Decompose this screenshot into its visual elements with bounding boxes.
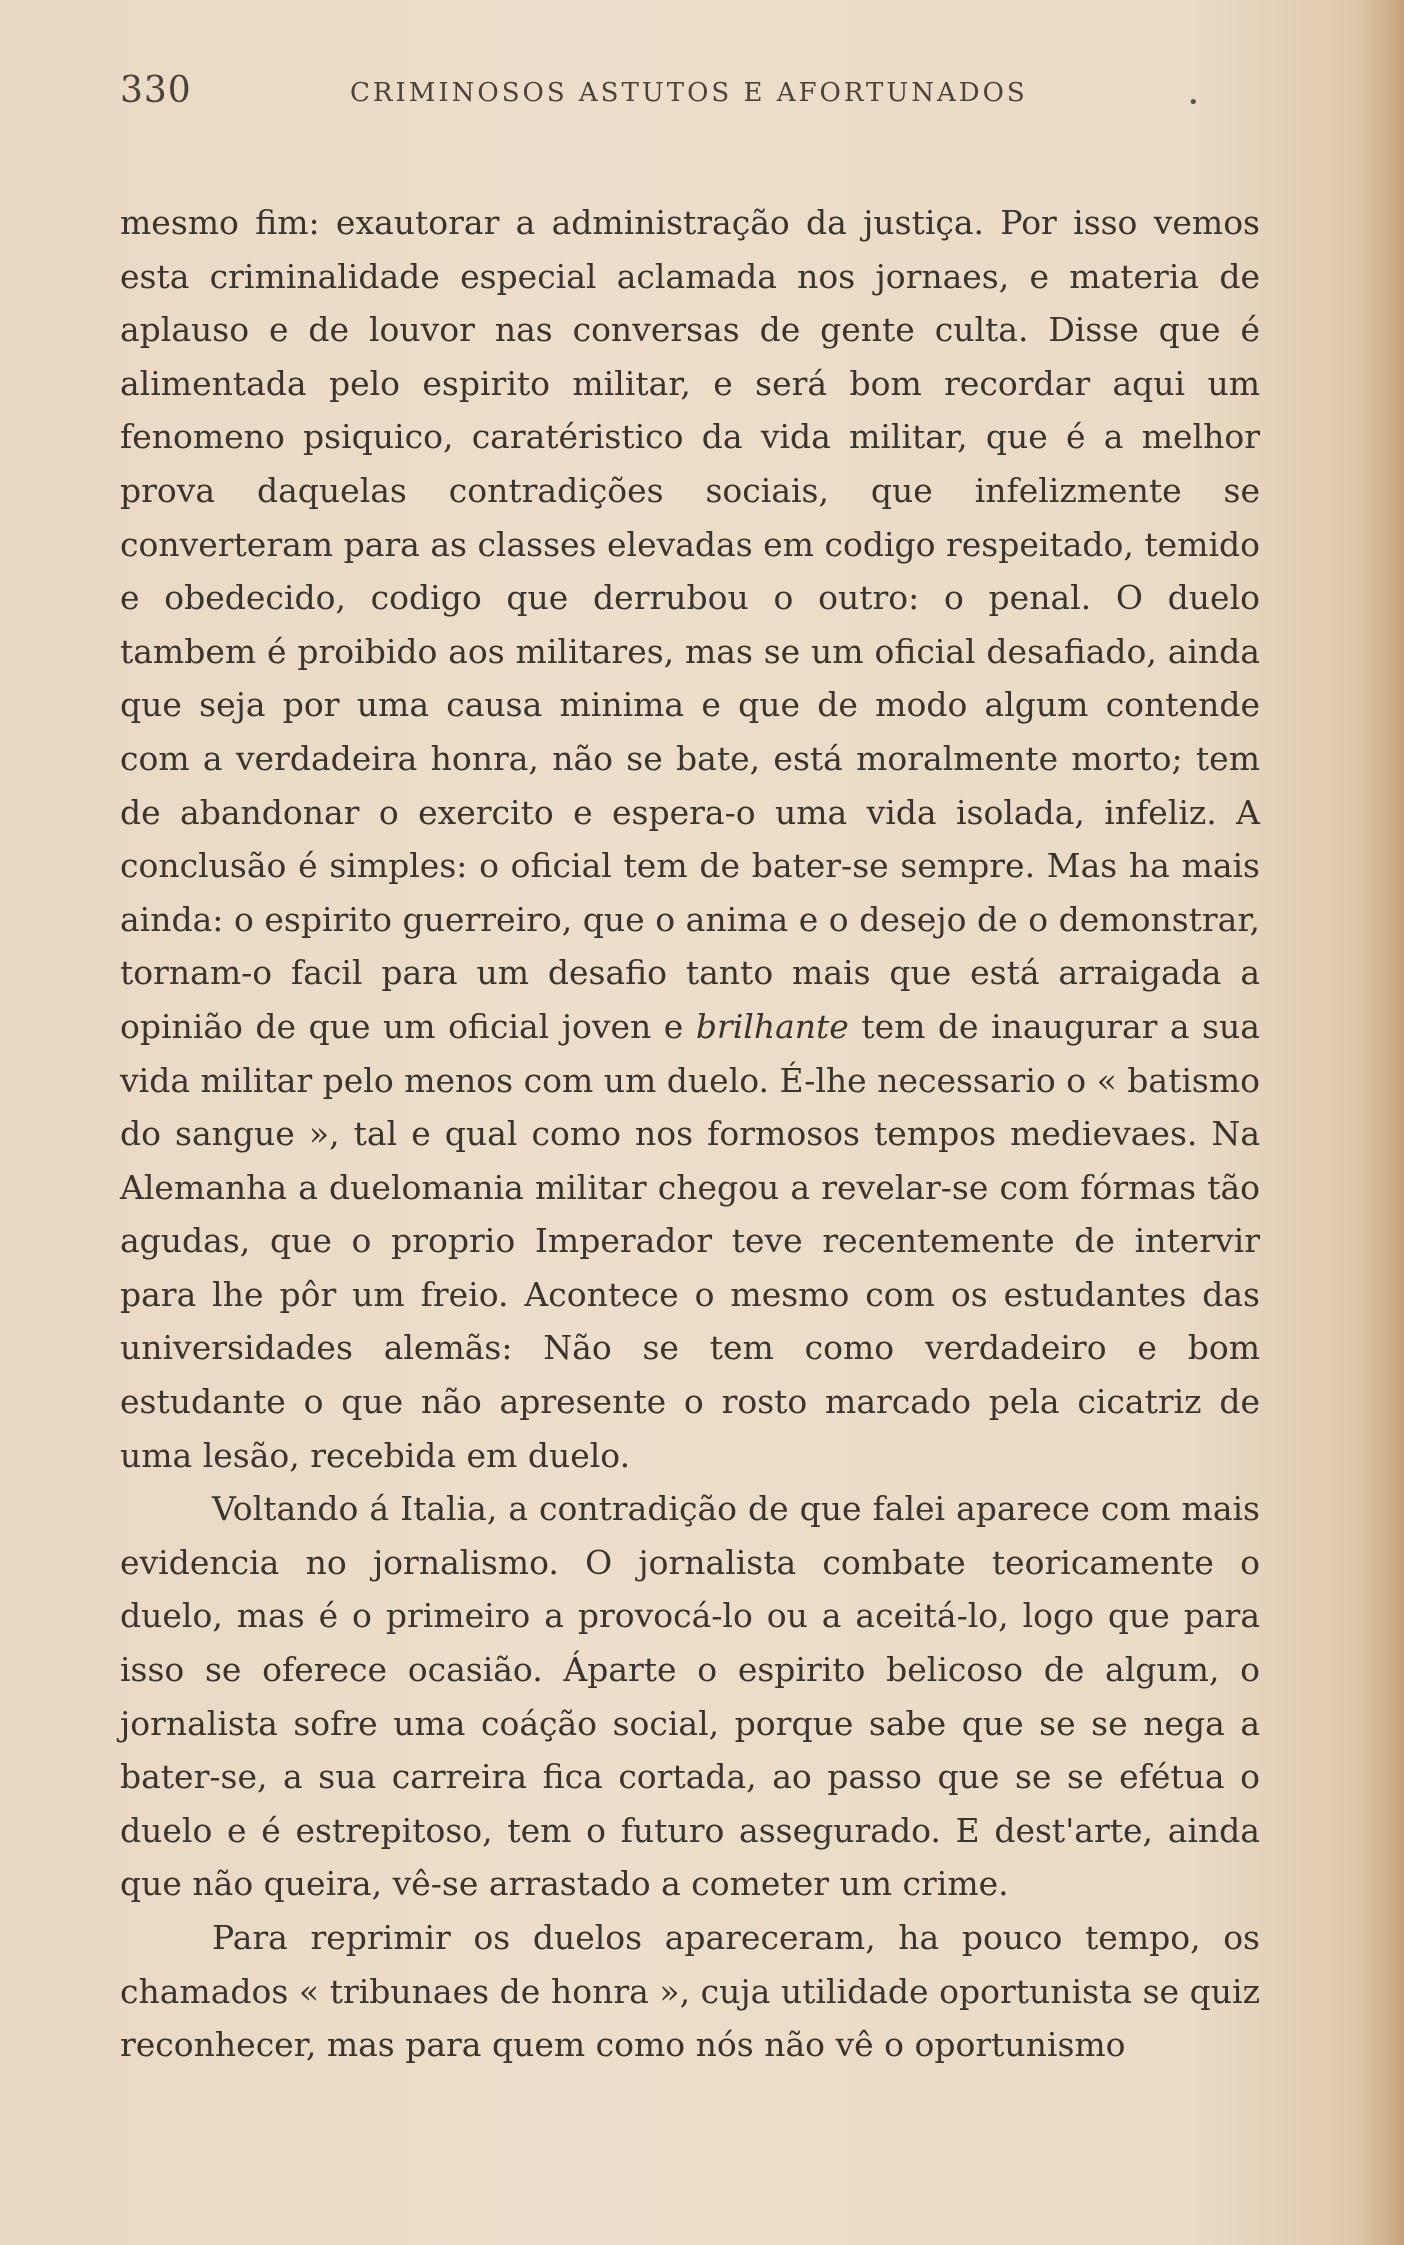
paragraph-1-text-a: mesmo fim: exautorar a administração da justiça. Por isso vemos esta criminalidade especial aclamada nos jornaes, e materia de aplauso e de louvor nas conversas de gente culta. Disse que é alimentada pelo espirito militar, e será bom recordar aqui um fenomeno psiquico, caratéristico da vida militar, que é a melhor prova daquelas contradições sociais, que infelizmente se converteram para as classes elevadas em codigo respeitado, temido e obedecido, codigo que derrubou o outro: o penal. O duelo tambem é proibido aos militares, mas se um oficial desafiado, ainda que seja por uma causa minima e que de modo algum contende com a verdadeira honra, não se bate, está moralmente morto; tem de abandonar o exercito e espera-o uma vida isolada, infeliz. A conclusão é simples: o oficial tem de bater-se sempre. Mas ha mais ainda: o espirito guerreiro, que o anima e o desejo de o demonstrar, tornam-o facil para um desafio tanto mais que está arraigada a opinião de que um oficial joven e [120,203,1260,1046]
header-mark: • [1188,92,1199,113]
page-edge-shadow [1360,0,1404,2245]
paragraph-3-text: Para reprimir os duelos apareceram, ha pouco tempo, os chamados « tribunaes de honra », cuja utilidade oportunista se quiz reconhecer, mas para quem como nós não vê o oportunismo [120,1918,1260,2065]
page-header [120,70,1260,120]
paragraph-2 [120,1482,1260,1911]
page-number: 330 [120,70,192,111]
body-text [120,196,1260,2072]
running-title: CRIMINOSOS ASTUTOS E AFORTUNADOS [350,78,1028,108]
paragraph-2-text: Voltando á Italia, a contradição de que falei aparece com mais evidencia no jornalismo. O jornalista combate teoricamente o duelo, mas é o primeiro a provocá-lo ou a aceitá-lo, logo que para isso se oferece ocasião. Áparte o espirito belicoso de algum, o jornalista sofre uma coáção social, porque sabe que se se nega a bater-se, a sua carreira fica cortada, ao passo que se se efétua o duelo e é estrepitoso, tem o futuro assegurado. E dest'arte, ainda que não queira, vê-se arrastado a cometer um crime. [120,1489,1260,1904]
paragraph-1-text-b: tem de inaugurar a sua vida militar pelo menos com um duelo. É-lhe necessario o « batismo do sangue », tal e qual como nos formosos tempos medievaes. Na Alemanha a duelomania militar chegou a revelar-se com fórmas tão agudas, que o proprio Imperador teve recentemente de intervir para lhe pôr um freio. Acontece o mesmo com os estudantes das universidades alemãs: Não se tem como verdadeiro e bom estudante o que não apresente o rosto marcado pela cicatriz de uma lesão, recebida em duelo. [120,1006,1260,1475]
paragraph-1 [120,196,1260,1482]
paragraph-1-italic-brilhante: brilhante [695,1006,849,1046]
paragraph-3 [120,1911,1260,2072]
